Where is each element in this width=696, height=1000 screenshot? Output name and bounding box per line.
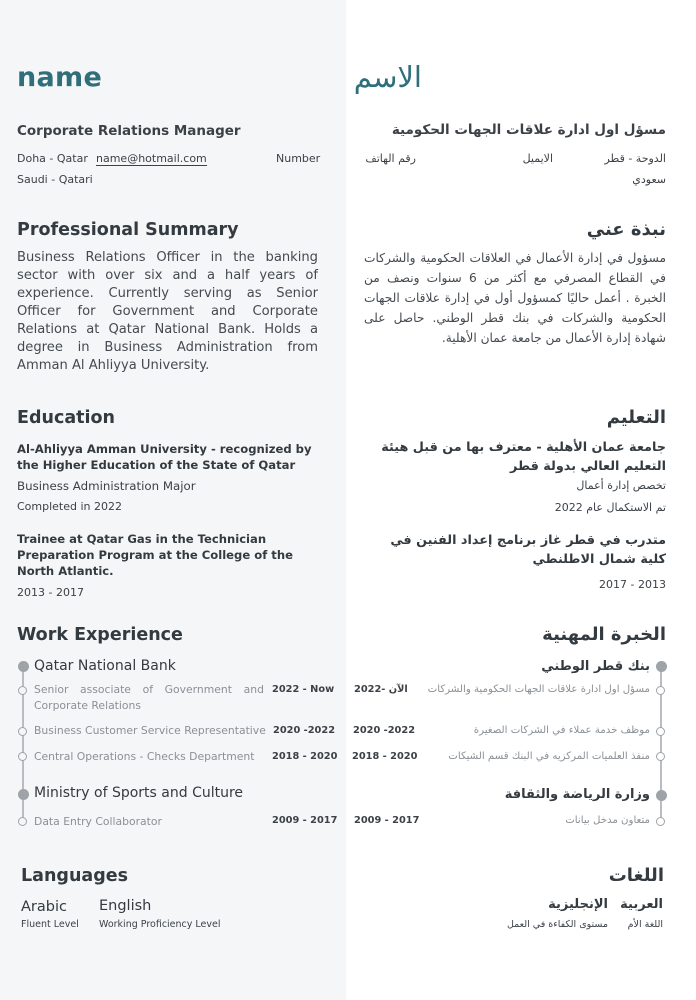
education-heading-en: Education [17, 408, 115, 428]
role4-ar: متعاون مدخل بيانات [565, 815, 650, 826]
job-title-en: Corporate Relations Manager [17, 123, 241, 139]
company2-en: Ministry of Sports and Culture [34, 785, 244, 801]
experience-heading-ar: الخبرة المهنية [542, 624, 666, 645]
lang2-level-en: Working Proficiency Level [99, 919, 221, 930]
lang1-en: Arabic [21, 899, 67, 915]
education-heading-ar: التعليم [606, 407, 666, 428]
edu1-date-ar: تم الاستكمال عام 2022 [554, 501, 666, 514]
company2-ar: وزارة الرياضة والثقافة [504, 787, 650, 802]
summary-text-ar: مسؤول في إدارة الأعمال في العلاقات الحكومية والشركات في القطاع المصرفي مع أكثر من 6 سنوات ونصف من الخبرة . أعمل حاليًا كمسؤول أول في إدارة علاقات الجهات الحكومية والشركات في بنك قطر الوطني. حاصل على شهادة إدارة الأعمال من جامعة عمان الأهلية. [364, 251, 667, 345]
edu1-title-en: Al-Ahliyya Amman University - recognized by the Higher Education of the State of Qatar [17, 442, 312, 472]
languages-heading-ar: اللغات [608, 865, 664, 886]
lang1-ar: العربية [620, 897, 663, 912]
lang1-level-ar: اللغة الأم [627, 919, 663, 930]
timeline-ring-en-3 [18, 752, 27, 761]
timeline-ring-ar-2 [656, 727, 665, 736]
nationality-en: Saudi - Qatari [17, 173, 93, 186]
lang2-en: English [99, 898, 152, 914]
email-ar: الايميل [522, 152, 553, 165]
edu2-title-ar: متدرب في قطر غاز برنامج إعداد الفنين في كلية شمال الاطلنطي [390, 533, 666, 567]
role3-en: Central Operations - Checks Department [34, 750, 255, 763]
role1-date-en: 2022 - Now [272, 684, 335, 695]
edu1-major-en: Business Administration Major [17, 479, 196, 493]
name-en: name [17, 62, 103, 93]
role2-date-en: 2020 -2022 [273, 725, 336, 736]
job-title-ar: مسؤل اول ادارة علاقات الجهات الحكومية [391, 122, 666, 138]
name-ar: الاسم [353, 60, 422, 94]
role1-date-ar: 2022- الآن [354, 684, 408, 695]
timeline-ring-ar-3 [656, 752, 665, 761]
timeline-dot-en-2 [18, 789, 29, 800]
lang2-ar: الإنجليزية [548, 897, 608, 912]
lang1-level-en: Fluent Level [21, 919, 79, 930]
role1-ar: مسؤل اول ادارة علاقات الجهات الحكومية والشركات [427, 684, 650, 695]
number-en: Number [276, 152, 321, 165]
timeline-ring-en-2 [18, 727, 27, 736]
timeline-dot-en-1 [18, 661, 29, 672]
timeline-ring-en-1 [18, 686, 27, 695]
role4-date-en: 2009 - 2017 [272, 815, 338, 826]
timeline-dot-ar-2 [656, 790, 667, 801]
summary-heading-en: Professional Summary [17, 220, 239, 240]
location-en: Doha - Qatar [17, 152, 88, 165]
role2-en: Business Customer Service Representative [34, 724, 266, 737]
edu2-date-en: 2013 - 2017 [17, 586, 84, 599]
location-ar: الدوحة - قطر [604, 152, 666, 165]
email-en[interactable]: name@hotmail.com [96, 152, 207, 165]
role4-en: Data Entry Collaborator [34, 815, 162, 828]
lang2-level-ar: مستوى الكفاءة في العمل [506, 919, 608, 930]
edu1-date-en: Completed in 2022 [17, 500, 123, 513]
timeline-ring-en-4 [18, 817, 27, 826]
role1-en: Senior associate of Government and Corporate Relations [34, 683, 264, 712]
company1-en: Qatar National Bank [34, 658, 176, 674]
role4-date-ar: 2009 - 2017 [354, 815, 420, 826]
role2-date-ar: 2020 -2022 [353, 725, 416, 736]
summary-text-en: Business Relations Officer in the banking sector with over six and a half years of experience. Currently serving as Senior Officer for Government and Corporate Relations at Qatar National Bank. Holds a degree in Business Administration from Amman Al Ahliyya University. [17, 250, 318, 373]
role2-ar: موظف خدمة عملاء في الشركات الصغيرة [473, 725, 650, 736]
nationality-ar: سعودي [632, 173, 666, 186]
company1-ar: بنك قطر الوطني [541, 659, 650, 674]
edu1-major-ar: تخصص إدارة أعمال [576, 479, 666, 492]
experience-heading-en: Work Experience [17, 625, 183, 645]
role3-ar: منفذ العلميات المركزيه في البنك قسم الشيكات [448, 751, 650, 762]
timeline-ring-ar-4 [656, 817, 665, 826]
edu2-title-en: Trainee at Qatar Gas in the Technician Preparation Program at the College of the North Atlantic. [17, 532, 293, 578]
role3-date-en: 2018 - 2020 [272, 751, 338, 762]
summary-heading-ar: نبذة عني [586, 219, 666, 240]
number-ar: رقم الهاتف [365, 152, 416, 165]
timeline-dot-ar-1 [656, 661, 667, 672]
edu2-date-ar: 2013 - 2017 [599, 578, 666, 591]
role3-date-ar: 2018 - 2020 [352, 751, 418, 762]
timeline-ring-ar-1 [656, 686, 665, 695]
edu1-title-ar: جامعة عمان الأهلية - معترف بها من قبل هيئة التعليم العالي بدولة قطر [381, 440, 666, 474]
languages-heading-en: Languages [21, 866, 129, 886]
